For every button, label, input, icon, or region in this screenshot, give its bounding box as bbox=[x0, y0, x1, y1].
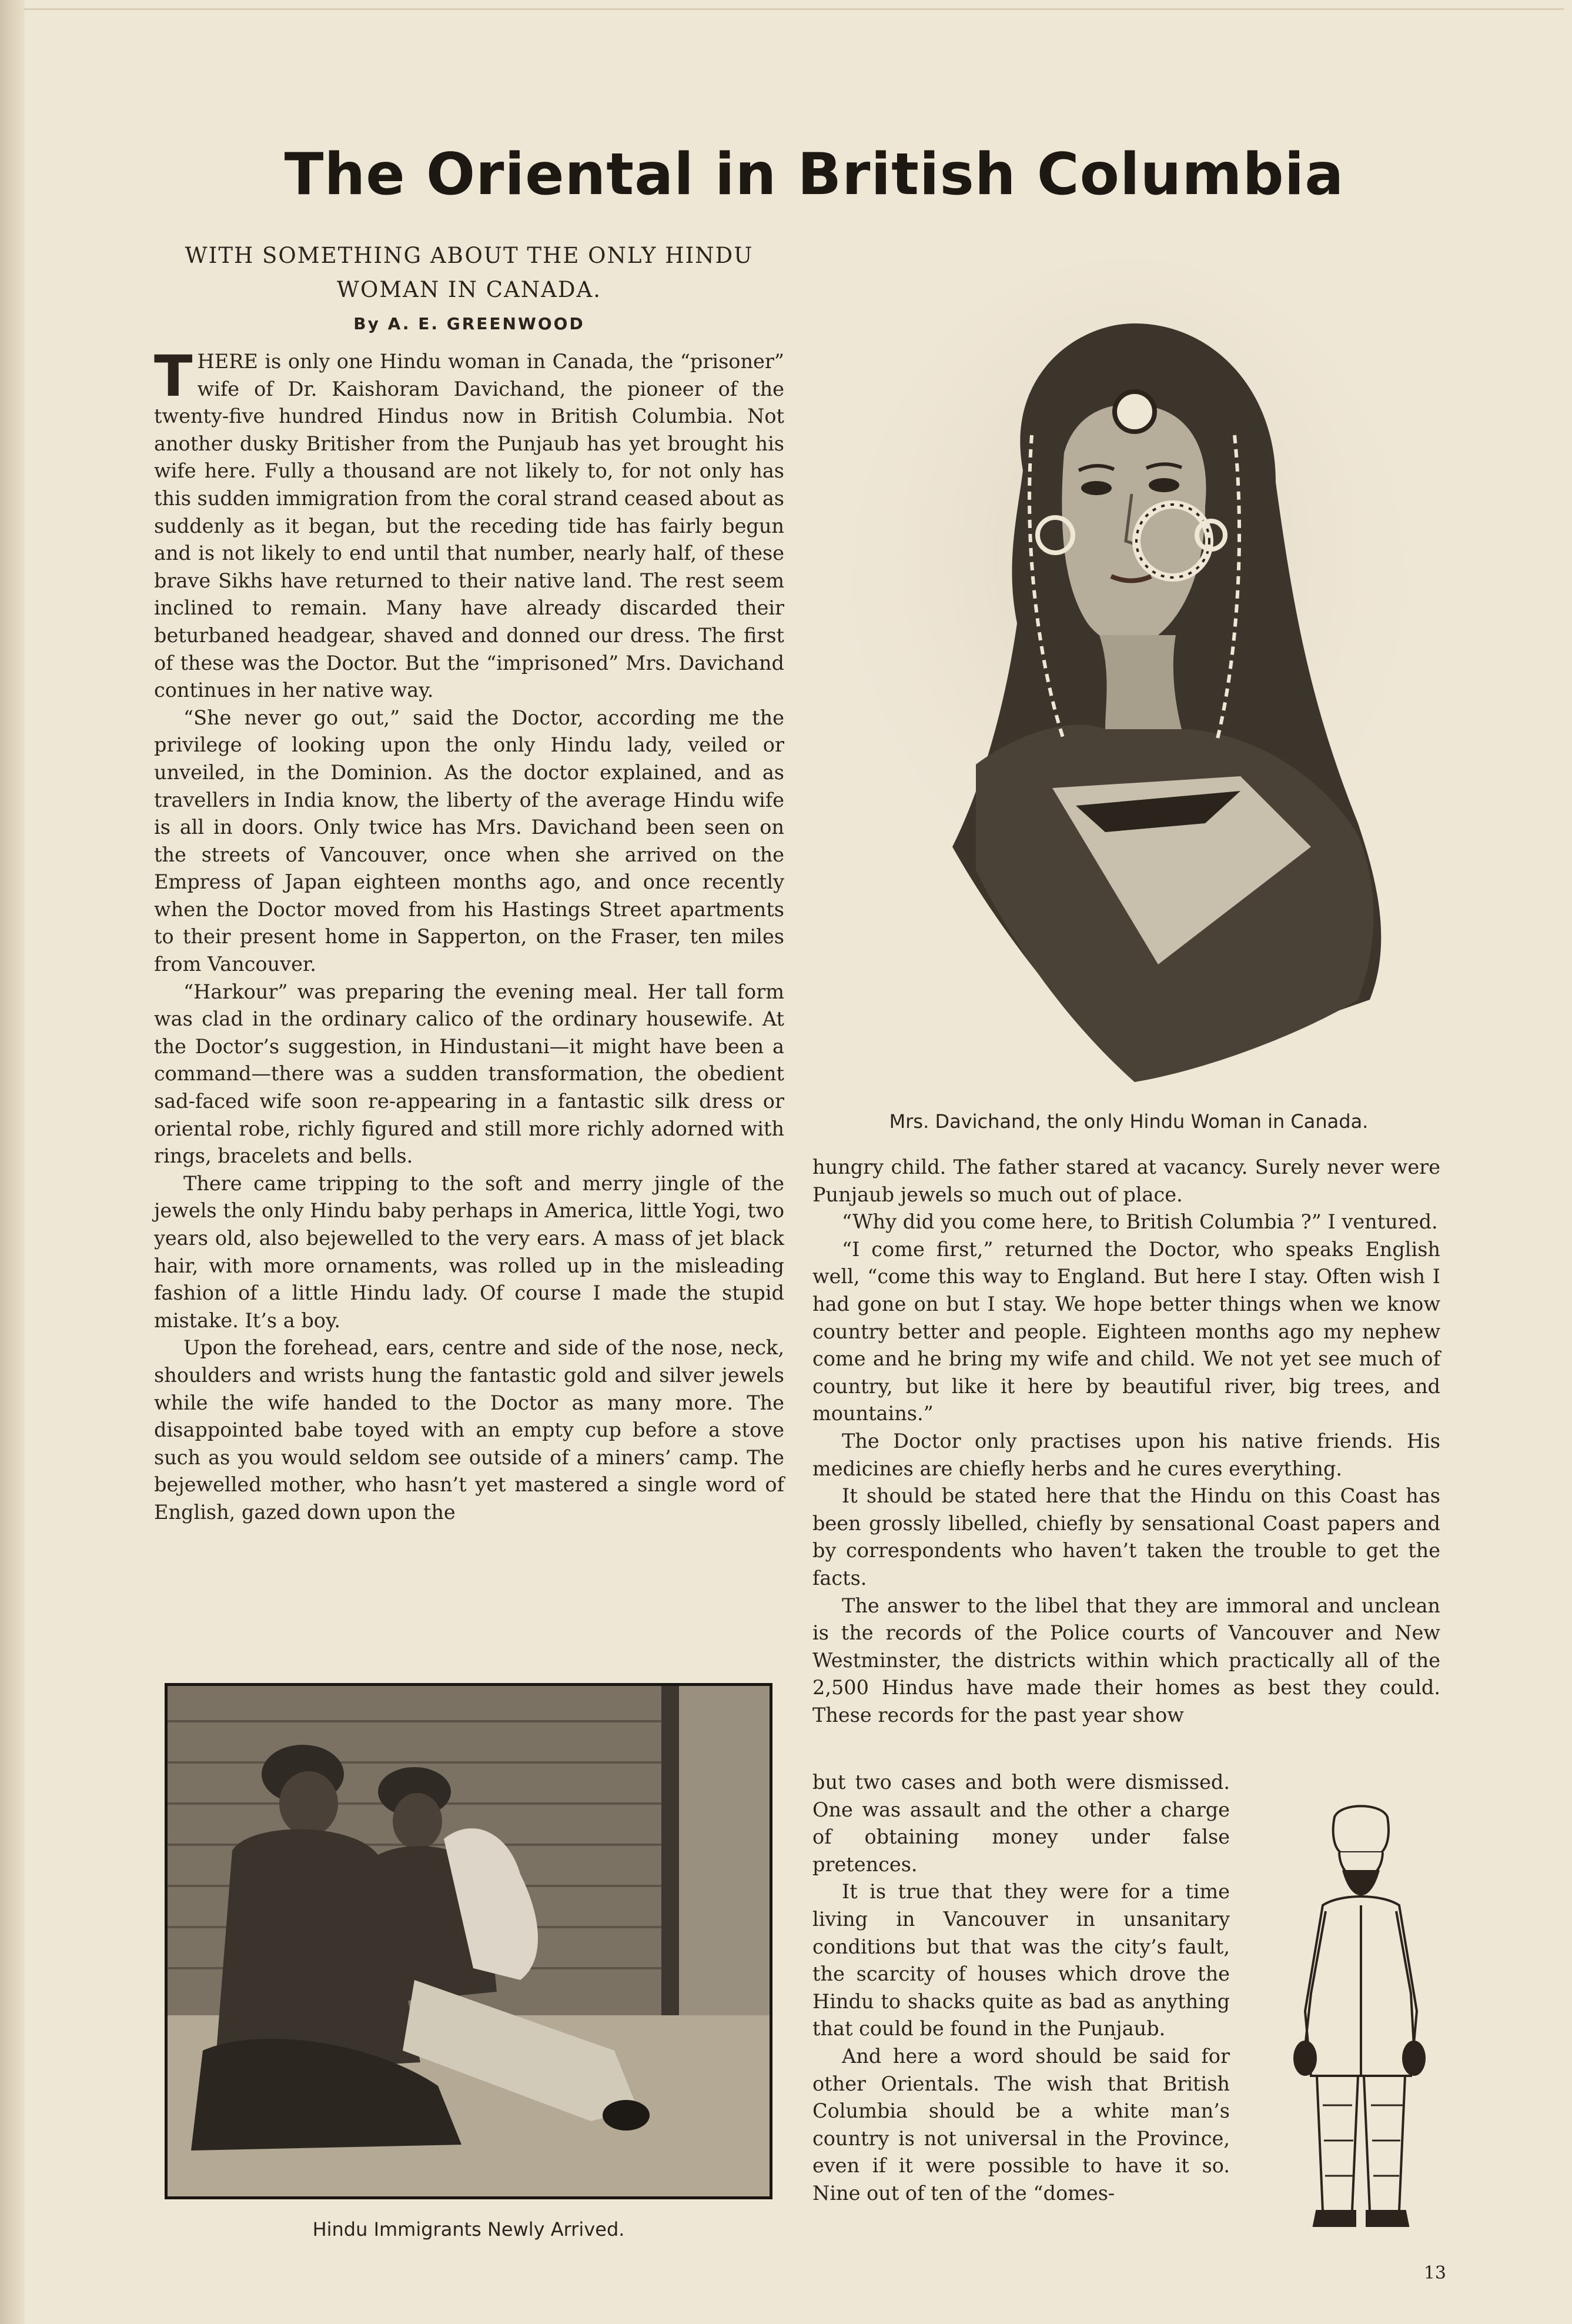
page-number: 13 bbox=[1423, 2263, 1446, 2283]
paragraph bbox=[154, 343, 784, 704]
paragraph-text: HERE is only one Hindu woman in Canada, the “prisoner” wife of Dr. Kaishoram Davichand, the pioneer of the twenty-five hundred Hindus now in British Columbia. Not another dusky Britisher from the Punjaub has yet brought his wife here. Fully a thousand are not likely to, for not only has this sudden immigration from the coral strand ceased about as suddenly as it began, but the receding tide has fairly begun and is not likely to end until that number, nearly half, of these brave Sikhs have returned to their native land. The rest seem inclined to remain. Many have already discarded their beturbaned headgear, shaved and donned our dress. The first of these was the Doctor. But the “imprisoned” Mrs. Davichand continues in her native way. bbox=[154, 350, 784, 702]
left-column bbox=[154, 343, 784, 1527]
paragraph: And here a word should be said for other Orientals. The wish that British Columbia should be a white man’s country is not universal in the Province, even if it were possible to have it so. Nine out of ten of the “domes- bbox=[812, 2044, 1230, 2205]
article-title: The Oriental in British Columbia bbox=[284, 141, 1344, 208]
paragraph: “She never go out,” said the Doctor, according me the privilege of looking upon the only Hindu lady, veiled or unveiled, in the Dominion. As the doctor explained, and as travellers in India know, the liberty of the average Hindu wife is all in doors. Only twice has Mrs. Davichand been seen on the streets of Vancouver, once when she arrived on the Empress of Japan eighteen months ago, and once recently when the Doctor moved from his Hastings Street apartments to their present home in Sapperton, on the Fraser, ten miles from Vancouver. bbox=[154, 706, 784, 976]
photo-image bbox=[168, 1686, 770, 2196]
paragraph: “Harkour” was preparing the evening meal. Her tall form was clad in the ordinary calico of the ordinary housewife. At the Doctor’s suggestion, in Hindustani—it might have been a command—there was a sudden transformation, the obedient sad-faced wife soon re-appearing in a fantastic silk dress or oriental robe, richly figured and still more richly adorned with rings, bracelets and bells. bbox=[154, 980, 784, 1168]
paragraph: There came tripping to the soft and merry jingle of the jewels the only Hindu baby perhaps in America, little Yogi, two years old, also bejewelled to the very ears. A mass of jet black hair, with more ornaments, was rolled up in the misleading fashion of a little Hindu lady. Of course I made the stupid mistake. It’s a boy. bbox=[154, 1171, 784, 1332]
top-rule bbox=[24, 8, 1564, 10]
sikh-man-sketch bbox=[1270, 1799, 1446, 2240]
article-byline: By A. E. GREENWOOD bbox=[353, 314, 585, 333]
narrow-column bbox=[812, 1769, 1230, 2208]
paragraph: “Why did you come here, to British Columbia ?” I ventured. bbox=[842, 1210, 1438, 1234]
paragraph: Upon the forehead, ears, centre and side of the nose, neck, shoulders and wrists hung the fantastic gold and silver jewels while the wife handed to the Doctor as many more. The disappointed babe toyed with an empty cup before a stove such as you would seldom see outside of a miners’ camp. The bejewelled mother, who hasn’t yet mastered a single word of English, gazed down upon the bbox=[154, 1336, 784, 1524]
right-column bbox=[812, 1154, 1440, 1729]
photo-caption: Hindu Immigrants Newly Arrived. bbox=[312, 2218, 625, 2240]
drop-cap: T bbox=[154, 343, 193, 409]
paragraph: The Doctor only practises upon his native friends. His medicines are chiefly herbs and he cures everything. bbox=[812, 1429, 1440, 1480]
portrait-drawing bbox=[829, 259, 1429, 1106]
paragraph: The answer to the libel that they are immoral and unclean is the records of the Police courts of Vancouver and New Westminster, the districts within which practically all of the 2,500 Hindus have made their homes as best they could. These records for the past year show bbox=[812, 1594, 1440, 1727]
sketch-drawing bbox=[1270, 1799, 1446, 2240]
paragraph: It is true that they were for a time living in Vancouver in unsanitary conditions but that was the city’s fault, the scarcity of houses which drove the Hindu to shacks quite as bad as anything that could be found in the Punjaub. bbox=[812, 1880, 1230, 2041]
paragraph: hungry child. The father stared at vacancy. Surely never were Punjaub jewels so much out of place. bbox=[812, 1156, 1440, 1206]
portrait-illustration bbox=[829, 259, 1429, 1106]
article-subtitle: WITH SOMETHING ABOUT THE ONLY HINDU WOMAN IN CANADA. bbox=[185, 243, 754, 302]
paragraph: but two cases and both were dismissed. One was assault and the other a charge of obtaining money under false pretences. bbox=[812, 1771, 1230, 1876]
binding-edge bbox=[0, 0, 25, 2324]
immigrants-photo bbox=[165, 1683, 772, 2199]
paragraph: “I come first,” returned the Doctor, who speaks English well, “come this way to England. But here I stay. Often wish I had gone on but I stay. We hope better things when we know country better and people. Eighteen months ago my nephew come and he bring my wife and child. We not yet see much of country, but like it here by beautiful river, big trees, and mountains.” bbox=[812, 1237, 1440, 1425]
portrait-caption: Mrs. Davichand, the only Hindu Woman in Canada. bbox=[889, 1110, 1369, 1133]
paragraph: It should be stated here that the Hindu on this Coast has been grossly libelled, chiefly by sensational Coast papers and by correspondents who haven’t taken the trouble to get the facts. bbox=[812, 1484, 1440, 1590]
